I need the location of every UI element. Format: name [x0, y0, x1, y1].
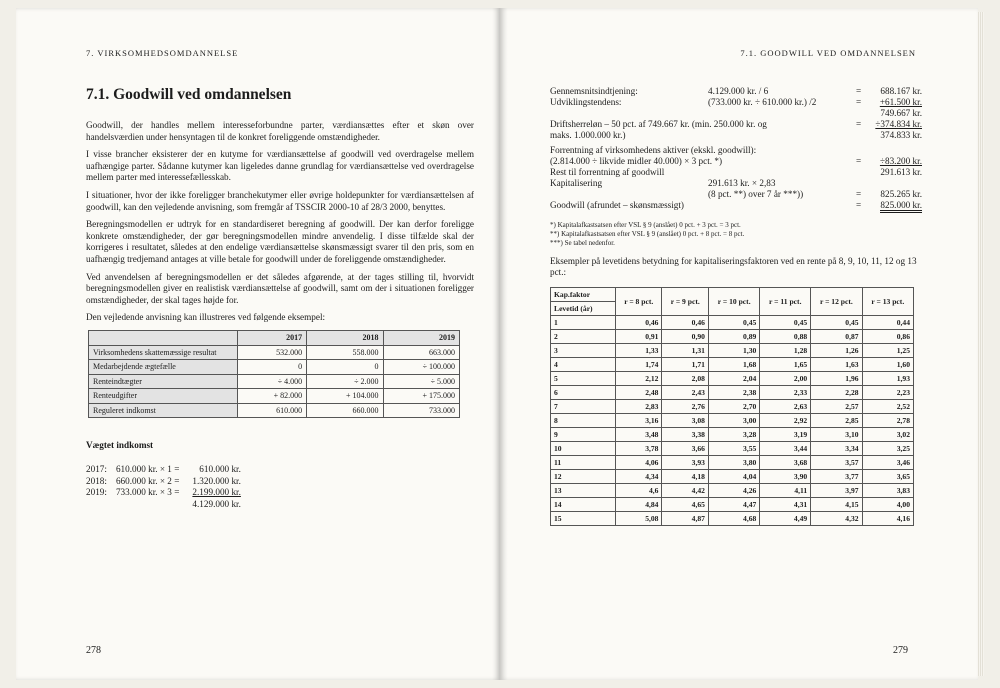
rate-header: r = 9 pct.: [662, 287, 708, 315]
table-row: [551, 399, 914, 413]
factor-cell: 2,12: [616, 371, 662, 385]
factor-cell: 4,31: [760, 497, 811, 511]
table-row: [551, 497, 914, 511]
factor-cell: 3,97: [811, 483, 862, 497]
table-cell: 0: [307, 360, 383, 375]
rate-header: r = 10 pct.: [708, 287, 759, 315]
footnotes: [550, 221, 922, 248]
factor-cell: 1,68: [708, 357, 759, 371]
calc-formula: (8 pct. **) over 7 år ***)): [708, 189, 804, 199]
table-header-row: [551, 287, 914, 301]
factor-cell: 4,32: [811, 511, 862, 525]
table-row: [89, 374, 460, 389]
income-calc: 733.000 kr. × 3 =: [115, 487, 180, 498]
calc-amount: 688.167 kr.: [880, 86, 922, 96]
right-page: [500, 8, 978, 680]
factor-cell: 3,00: [708, 413, 759, 427]
factor-cell: 3,65: [862, 469, 913, 483]
table-row: [551, 511, 914, 525]
income-calc: [110, 499, 182, 511]
factor-cell: 1,96: [811, 371, 862, 385]
calc-label: Gennemsnitsindtjening:: [550, 86, 638, 96]
table-cell: ÷ 2.000: [307, 374, 383, 389]
table-row: [551, 315, 914, 329]
row-label: Reguleret indkomst: [89, 403, 238, 418]
factor-cell: 4,04: [708, 469, 759, 483]
factor-cell: 4,42: [662, 483, 708, 497]
table-header-cell: 2018: [307, 330, 383, 345]
factor-cell: 0,45: [811, 315, 862, 329]
factor-cell: 0,91: [616, 329, 662, 343]
factor-cell: 3,10: [811, 427, 862, 441]
calc-label: Forrentning af virksomhedens aktiver (ekskl. goodwill):: [550, 145, 757, 155]
factor-cell: 2,85: [811, 413, 862, 427]
table-cell: 660.000: [307, 403, 383, 418]
factor-cell: 2,76: [662, 399, 708, 413]
table-row: [551, 343, 914, 357]
weighted-income-title: Vægtet indkomst: [86, 440, 154, 451]
factor-cell: 3,44: [760, 441, 811, 455]
factor-cell: 3,55: [708, 441, 759, 455]
calc-row: [550, 200, 922, 211]
factor-cell: 1,65: [760, 357, 811, 371]
factor-cell: 2,92: [760, 413, 811, 427]
table-row: [551, 371, 914, 385]
running-head: 7.1. GOODWILL VED OMDANNELSEN: [740, 48, 916, 58]
factor-cell: 0,87: [811, 329, 862, 343]
income-row: [86, 464, 244, 476]
calc-label: (2.814.000 ÷ likvide midler 40.000) × 3 pct. *): [550, 156, 723, 166]
factor-cell: 4,11: [760, 483, 811, 497]
income-row: [86, 499, 244, 511]
paragraph: I situationer, hvor der ikke foreligger branchekutymer eller øvrige holdepunkter for værdiansættelsen af goodwill, kan den vejledende anvisning, som fremgår af TSSCIR 2000-10 af 28/3 2000, benyttes.: [86, 189, 474, 212]
lifetime-year: 1: [551, 315, 616, 329]
factor-cell: 2,33: [760, 385, 811, 399]
factor-cell: 0,44: [862, 315, 913, 329]
factor-cell: 1,60: [862, 357, 913, 371]
factor-cell: 2,04: [708, 371, 759, 385]
lifetime-year: 12: [551, 469, 616, 483]
page-edges: [978, 12, 984, 676]
section-title: 7.1. Goodwill ved omdannelsen: [86, 86, 292, 103]
calc-label: Goodwill (afrundet – skønsmæssigt): [550, 200, 684, 210]
table-row: [551, 441, 914, 455]
factor-cell: 3,83: [862, 483, 913, 497]
income-year: 2019:: [86, 487, 107, 498]
factor-cell: 3,25: [862, 441, 913, 455]
goodwill-total: 825.000 kr.: [880, 200, 922, 213]
factor-cell: 1,30: [708, 343, 759, 357]
factor-cell: 0,45: [708, 315, 759, 329]
calc-label: [550, 189, 708, 200]
factor-cell: 2,43: [662, 385, 708, 399]
calc-amount: 374.833 kr.: [880, 130, 922, 140]
table-cell: ÷ 4.000: [238, 374, 307, 389]
table-header-cell: 2017: [238, 330, 307, 345]
factor-cell: 0,89: [708, 329, 759, 343]
paragraph: I visse brancher eksisterer der en kutyme for værdiansættelse af goodwill ved overdragelse mellem uafhængige parter. Sådanne kutymer kan ligeledes danne grundlag for værdiansættelse ved overdragelse mellem parter med interessefællesskab.: [86, 149, 474, 183]
factor-cell: 2,00: [760, 371, 811, 385]
factor-cell: 3,08: [662, 413, 708, 427]
income-result: 2.199.000 kr.: [192, 487, 241, 498]
factor-cell: 2,48: [616, 385, 662, 399]
lifetime-year: 2: [551, 329, 616, 343]
factor-cell: 1,28: [760, 343, 811, 357]
row-label: Renteudgifter: [89, 389, 238, 404]
table-row: [89, 403, 460, 418]
factor-cell: 1,25: [862, 343, 913, 357]
table-cell: 558.000: [307, 345, 383, 360]
calc-row: [550, 108, 922, 119]
calc-amount: +61.500 kr.: [879, 97, 922, 107]
table-row: [551, 357, 914, 371]
factor-cell: 3,34: [811, 441, 862, 455]
calc-label: Driftsherreløn – 50 pct. af 749.667 kr. (min. 250.000 kr. og: [550, 119, 767, 129]
table-row: [551, 469, 914, 483]
example-table: [88, 330, 460, 419]
calc-equals: =: [856, 200, 862, 210]
factor-cell: 3,93: [662, 455, 708, 469]
factor-cell: 4,47: [708, 497, 759, 511]
calc-row: [550, 141, 922, 156]
lifetime-year: 15: [551, 511, 616, 525]
table-intro: Eksempler på levetidens betydning for kapitaliseringsfaktoren ved en rente på 8, 9, 10, 11, 12 og 13 pct.:: [550, 256, 917, 278]
row-label: Medarbejdende ægtefælle: [89, 360, 238, 375]
calc-row: [550, 178, 922, 189]
factor-cell: 0,90: [662, 329, 708, 343]
calc-formula: 4.129.000 kr. / 6: [708, 86, 769, 96]
factor-cell: 3,28: [708, 427, 759, 441]
income-year: 2018:: [86, 475, 107, 486]
calc-amount: ÷374.834 kr.: [875, 119, 922, 129]
table-row: [89, 345, 460, 360]
factor-cell: 4,49: [760, 511, 811, 525]
factor-cell: 4,87: [662, 511, 708, 525]
factor-cell: 1,33: [616, 343, 662, 357]
factor-cell: 4,84: [616, 497, 662, 511]
factor-cell: 0,88: [760, 329, 811, 343]
calc-row: [550, 97, 922, 108]
calc-formula: 291.613 kr. × 2,83: [708, 178, 776, 188]
factor-cell: 4,34: [616, 469, 662, 483]
calc-equals: =: [856, 189, 862, 199]
table-cell: 532.000: [238, 345, 307, 360]
factor-cell: 4,06: [616, 455, 662, 469]
lifetime-year: 13: [551, 483, 616, 497]
table-header-cell: [89, 330, 238, 345]
factor-cell: 2,23: [862, 385, 913, 399]
factor-cell: 1,74: [616, 357, 662, 371]
calc-label: Udviklingstendens:: [550, 97, 622, 107]
factor-cell: 1,71: [662, 357, 708, 371]
table-header-cell: Kap.faktor: [551, 287, 616, 301]
lifetime-year: 5: [551, 371, 616, 385]
factor-cell: 0,46: [662, 315, 708, 329]
table-row: [551, 385, 914, 399]
capitalization-factor-table: [550, 287, 914, 526]
lifetime-year: 8: [551, 413, 616, 427]
factor-cell: 5,08: [616, 511, 662, 525]
row-label: Renteindtægter: [89, 374, 238, 389]
factor-cell: 4,16: [862, 511, 913, 525]
factor-cell: 2,63: [760, 399, 811, 413]
table-cell: ÷ 5.000: [383, 374, 459, 389]
factor-cell: 2,52: [862, 399, 913, 413]
factor-cell: 3,19: [760, 427, 811, 441]
footnote: *) Kapitalafkastsatsen efter VSL § 9 (anslået) 0 pct. + 3 pct. = 3 pct.: [550, 221, 741, 229]
factor-cell: 0,46: [616, 315, 662, 329]
income-result: 610.000 kr.: [199, 464, 241, 475]
table-cell: 733.000: [383, 403, 459, 418]
factor-cell: 3,48: [616, 427, 662, 441]
lifetime-year: 9: [551, 427, 616, 441]
factor-cell: 3,46: [862, 455, 913, 469]
rate-header: r = 12 pct.: [811, 287, 862, 315]
income-calc: 610.000 kr. × 1 =: [115, 464, 180, 475]
factor-cell: 3,80: [708, 455, 759, 469]
factor-cell: 2,28: [811, 385, 862, 399]
weighted-income-table: [86, 464, 244, 510]
calc-label: [550, 108, 870, 119]
table-cell: 663.000: [383, 345, 459, 360]
table-cell: + 175.000: [383, 389, 459, 404]
factor-cell: 3,68: [760, 455, 811, 469]
income-row: [86, 476, 244, 488]
factor-cell: 2,70: [708, 399, 759, 413]
calc-row: [550, 130, 922, 141]
lifetime-year: 3: [551, 343, 616, 357]
table-row: [551, 427, 914, 441]
factor-cell: 3,02: [862, 427, 913, 441]
right-body: [550, 86, 922, 526]
footnote: ***) Se tabel nedenfor.: [550, 239, 615, 247]
table-row: [551, 413, 914, 427]
factor-cell: 3,77: [811, 469, 862, 483]
table-row: [89, 360, 460, 375]
paragraph: Goodwill, der handles mellem interesseforbundne parter, værdiansættes efter et skøn over handelsværdien under hensyntagen til de konkret foreliggende omstændigheder.: [86, 120, 474, 142]
income-result: 1.320.000 kr.: [192, 475, 241, 486]
calc-amount: 825.265 kr.: [880, 189, 922, 199]
income-year: [86, 499, 110, 511]
factor-cell: 4,00: [862, 497, 913, 511]
factor-cell: 3,16: [616, 413, 662, 427]
book-spine: [492, 8, 508, 680]
factor-cell: 1,93: [862, 371, 913, 385]
table-header-cell: Levetid (år): [551, 301, 616, 315]
calc-formula: (733.000 kr. ÷ 610.000 kr.) /2: [708, 97, 817, 107]
factor-cell: 2,83: [616, 399, 662, 413]
factor-cell: 3,57: [811, 455, 862, 469]
calc-row: [550, 86, 922, 97]
factor-cell: 1,26: [811, 343, 862, 357]
factor-cell: 4,18: [662, 469, 708, 483]
factor-cell: 0,45: [760, 315, 811, 329]
table-row: [551, 483, 914, 497]
left-page: [16, 8, 500, 680]
factor-cell: 3,66: [662, 441, 708, 455]
factor-cell: 0,86: [862, 329, 913, 343]
table-cell: + 82.000: [238, 389, 307, 404]
income-calc: 660.000 kr. × 2 =: [115, 475, 180, 486]
table-row: [551, 329, 914, 343]
table-cell: ÷ 100.000: [383, 360, 459, 375]
factor-cell: 2,38: [708, 385, 759, 399]
factor-cell: 4,65: [662, 497, 708, 511]
calc-equals: =: [856, 156, 862, 166]
factor-cell: 3,38: [662, 427, 708, 441]
factor-cell: 4,6: [616, 483, 662, 497]
factor-cell: 4,68: [708, 511, 759, 525]
left-body: [86, 120, 474, 510]
paragraph: Beregningsmodellen er udtryk for en standardiseret beregning af goodwill. Der kan derfor foreligge konkrete omstændigheder, der gør beregningsmodellen mindre anvendelig. I disse tilfælde skal der korrigeres i resultatet, således at den endelige værdiansættelse skønsmæssigt svarer til den pris, som en uafhængig tredjemand antages at ville betale for goodwill under de foreliggende omstændigheder.: [86, 219, 474, 264]
calc-row: [550, 119, 922, 130]
page-number: 279: [893, 645, 908, 656]
table-header-cell: 2019: [383, 330, 459, 345]
calc-label: Rest til forrentning af goodwill: [550, 167, 665, 177]
lifetime-year: 11: [551, 455, 616, 469]
calc-amount: ÷83.200 kr.: [879, 156, 922, 166]
calc-equals: =: [856, 97, 862, 107]
running-head: 7. VIRKSOMHEDSOMDANNELSE: [86, 48, 239, 58]
calc-label: Kapitalisering: [550, 178, 603, 188]
factor-cell: 3,78: [616, 441, 662, 455]
income-year: 2017:: [86, 464, 107, 475]
calc-label: maks. 1.000.000 kr.): [550, 130, 626, 140]
factor-cell: 2,08: [662, 371, 708, 385]
income-total: 4.129.000 kr.: [192, 498, 241, 509]
lifetime-year: 14: [551, 497, 616, 511]
factor-cell: 2,57: [811, 399, 862, 413]
lifetime-year: 4: [551, 357, 616, 371]
table-row: [551, 455, 914, 469]
factor-cell: 4,15: [811, 497, 862, 511]
calc-row: [550, 156, 922, 167]
table-cell: 610.000: [238, 403, 307, 418]
lifetime-year: 10: [551, 441, 616, 455]
calc-amount: 291.613 kr.: [880, 167, 922, 177]
calc-equals: =: [856, 86, 862, 96]
footnote: **) Kapitalafkastsatsen efter VSL § 9 (anslået) 0 pct. + 8 pct. = 8 pct.: [550, 230, 745, 238]
row-label: Virksomhedens skattemæssige resultat: [89, 345, 238, 360]
calc-equals: =: [856, 119, 862, 129]
calc-row: [550, 167, 922, 178]
page-number: 278: [86, 645, 101, 656]
factor-cell: 4,26: [708, 483, 759, 497]
factor-cell: 3,90: [760, 469, 811, 483]
lifetime-year: 6: [551, 385, 616, 399]
rate-header: r = 13 pct.: [862, 287, 913, 315]
table-cell: 0: [238, 360, 307, 375]
paragraph: Ved anvendelsen af beregningsmodellen er det således afgørende, at der tages stilling til, hvorvidt beregningsmodellen giver en realistisk værdiansættelse af goodwill, samt om der i situationen foreligger omstændigheder, der skal tages højde for.: [86, 271, 474, 305]
calc-row: [550, 189, 922, 200]
factor-cell: 2,78: [862, 413, 913, 427]
factor-cell: 1,31: [662, 343, 708, 357]
table-header-row: [89, 330, 460, 345]
calc-amount: 749.667 kr.: [880, 108, 922, 118]
goodwill-calculation: [550, 86, 922, 211]
rate-header: r = 11 pct.: [760, 287, 811, 315]
paragraph: Den vejledende anvisning kan illustreres ved følgende eksempel:: [86, 312, 326, 323]
table-cell: + 104.000: [307, 389, 383, 404]
lifetime-year: 7: [551, 399, 616, 413]
rate-header: r = 8 pct.: [616, 287, 662, 315]
factor-cell: 1,63: [811, 357, 862, 371]
table-row: [89, 389, 460, 404]
income-row: [86, 487, 244, 499]
